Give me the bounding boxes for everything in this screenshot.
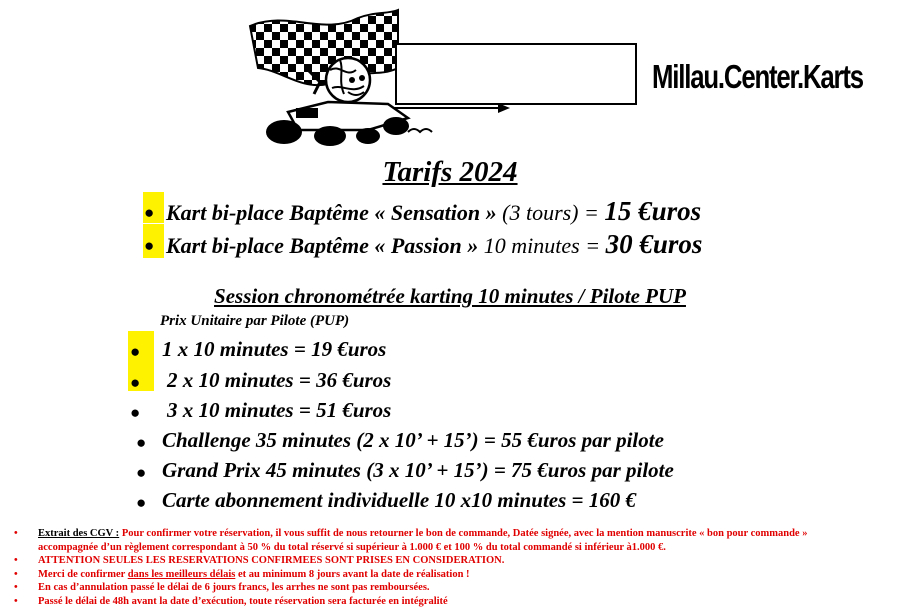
price-item: Grand Prix 45 minutes (3 x 10’ + 15’) = 75 €uros par pilote xyxy=(162,458,674,482)
baptism-detail: 10 minutes = xyxy=(483,233,606,258)
price-item: Carte abonnement individuelle 10 x10 minutes = 160 € xyxy=(162,488,636,512)
logo xyxy=(248,8,863,148)
baptism-label: Kart bi-place Baptême « Sensation » xyxy=(166,200,497,225)
baptism-label: Kart bi-place Baptême « Passion » xyxy=(166,233,479,258)
price-item: 3 x 10 minutes = 51 €uros xyxy=(167,398,392,422)
session-subtitle: Prix Unitaire par Pilote (PUP) xyxy=(160,313,350,329)
note-late xyxy=(14,595,894,609)
cancel-text: En cas d’annulation passé le délai de 6 jours francs, les arrhes ne sont pas remboursées. xyxy=(38,582,430,594)
price-item: Challenge 35 minutes (2 x 10’ + 15’) = 55 €uros par pilote xyxy=(162,428,664,452)
bullet: ● xyxy=(130,342,141,361)
baptism-price: 15 €uros xyxy=(604,196,702,226)
baptism-sensation xyxy=(166,196,701,227)
kart-mascot-icon xyxy=(248,8,640,148)
confirm-text-a: Merci de confirmer xyxy=(38,568,128,580)
note-cancel xyxy=(14,581,894,595)
baptism-detail: (3 tours) = xyxy=(502,200,605,225)
cgv-line2: accompagnée d’un règlement correspondant à 50 % du total réservé si supérieur à 1.000 € et 100 % du total commandé si inférieur à1.000 €. xyxy=(38,541,666,553)
confirm-text-b: et au minimum 8 jours avant la date de réalisation ! xyxy=(235,568,470,580)
page-title: Tarifs 2024 xyxy=(382,156,518,188)
note-bullet: • xyxy=(14,528,18,539)
logo-text: Millau.Center.Karts xyxy=(652,58,863,95)
note-bullet: • xyxy=(14,595,18,607)
note-bullet: • xyxy=(14,582,18,594)
session-title: Session chronométrée karting 10 minutes / Pilote PUP xyxy=(214,284,686,308)
cgv-notes xyxy=(14,527,894,609)
price-item: 2 x 10 minutes = 36 €uros xyxy=(167,368,392,392)
bullet: ● xyxy=(144,203,155,222)
note-bullet: • xyxy=(14,568,18,580)
baptism-price: 30 €uros xyxy=(605,229,703,259)
confirm-text-u: dans les meilleurs délais xyxy=(127,568,236,580)
note-bullet: • xyxy=(14,555,18,567)
bullet: ● xyxy=(144,236,155,255)
bullet: ● xyxy=(136,493,147,512)
cgv-line1: Pour confirmer votre réservation, il vous suffit de nous retourner le bon de commande, Datée signée, avec la mention manuscrite « bon pour commande » xyxy=(119,528,808,539)
cgv-label: Extrait des CGV : xyxy=(38,528,120,539)
note-cgv xyxy=(14,527,894,541)
bullet: ● xyxy=(136,463,147,482)
note-attention xyxy=(14,554,894,568)
bullet: ● xyxy=(136,433,147,452)
baptism-passion xyxy=(166,229,702,260)
price-item: 1 x 10 minutes = 19 €uros xyxy=(162,337,387,361)
bullet: ● xyxy=(130,403,141,422)
note-confirm xyxy=(14,568,894,582)
note-cgv-cont xyxy=(14,541,894,555)
bullet: ● xyxy=(130,373,141,392)
attention-text: ATTENTION SEULES LES RESERVATIONS CONFIRMEES SONT PRISES EN CONSIDERATION. xyxy=(38,555,505,567)
late-text: Passé le délai de 48h avant la date d’exécution, toute réservation sera facturée en intégralité xyxy=(38,595,448,607)
